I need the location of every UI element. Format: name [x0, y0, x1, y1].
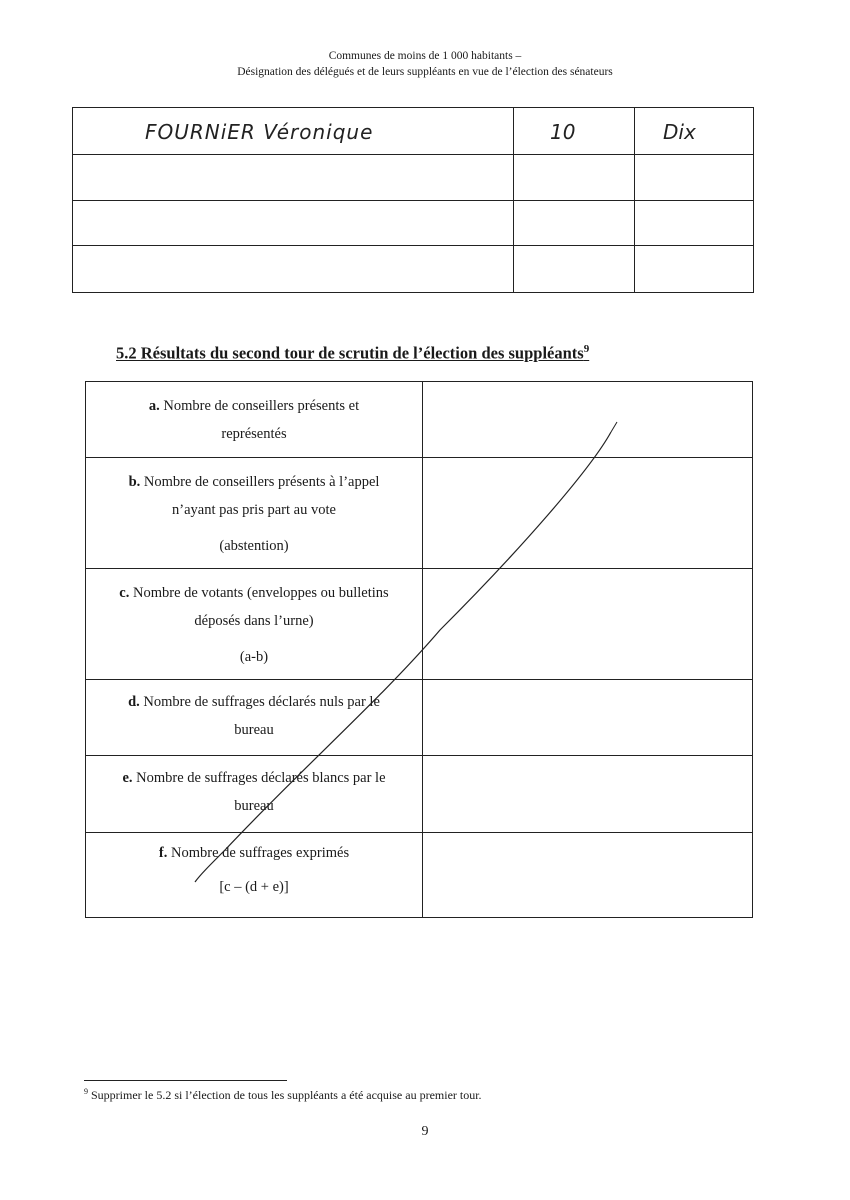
results-row-b [86, 458, 752, 569]
candidate-name-cell[interactable] [73, 108, 514, 154]
results-label [86, 458, 423, 568]
candidate-votes-letters-cell[interactable] [635, 201, 753, 245]
page-header [0, 48, 850, 80]
candidate-votes-letters-cell[interactable] [635, 246, 753, 292]
footnote-separator [84, 1080, 287, 1081]
results-label-line: d. Nombre de suffrages déclarés nuls par le [128, 694, 380, 710]
candidate-votes-letters-cell[interactable] [635, 108, 753, 154]
results-label [86, 569, 423, 679]
results-label-line: bureau [234, 722, 274, 738]
results-label-line: a. Nombre de conseillers présents et [148, 398, 360, 414]
results-label-line: f. Nombre de suffrages exprimés [158, 845, 350, 861]
results-label [86, 680, 423, 755]
candidate-row [73, 246, 753, 292]
results-label [86, 833, 423, 917]
results-label-line: (a-b) [239, 649, 269, 665]
candidate-name-cell[interactable] [73, 155, 514, 200]
results-label [86, 756, 423, 832]
results-label-line: [c – (d + e)] [219, 879, 289, 895]
results-value-cell[interactable] [423, 458, 752, 568]
footnote-reference[interactable]: 9 [583, 343, 590, 355]
candidate-row [73, 201, 753, 246]
section-title [116, 343, 589, 364]
results-value-cell[interactable] [423, 382, 752, 457]
header-line-1: Communes de moins de 1 000 habitants – [328, 50, 522, 62]
candidates-table [72, 107, 754, 293]
results-label-line: déposés dans l’urne) [194, 613, 314, 629]
results-value-cell[interactable] [423, 569, 752, 679]
results-label-line: représentés [221, 426, 287, 442]
results-label-line: (abstention) [219, 538, 289, 554]
results-label-line: e. Nombre de suffrages déclarés blancs par le [122, 770, 386, 786]
candidate-name-cell[interactable] [73, 246, 514, 292]
results-value-cell[interactable] [423, 756, 752, 832]
candidate-votes-figures-cell[interactable] [514, 108, 635, 154]
candidate-name-cell[interactable] [73, 201, 514, 245]
results-label [86, 382, 423, 457]
results-value-cell[interactable] [423, 833, 752, 917]
candidate-votes-letters: Dix [663, 120, 696, 144]
results-label-line: n’ayant pas pris part au vote [172, 502, 336, 518]
page-number: 9 [421, 1124, 429, 1139]
results-row-f [86, 833, 752, 917]
candidate-row [73, 155, 753, 201]
results-value-cell[interactable] [423, 680, 752, 755]
footnote [84, 1087, 482, 1103]
candidate-name: FOURNiER Véronique [145, 120, 374, 144]
candidate-votes-figures: 10 [550, 120, 576, 144]
results-label-line: b. Nombre de conseillers présents à l’appel [128, 474, 380, 490]
footnote-text: Supprimer le 5.2 si l’élection de tous les suppléants a été acquise au premier tour. [91, 1088, 482, 1102]
results-label-line: bureau [234, 798, 274, 814]
results-row-d [86, 680, 752, 756]
candidate-votes-letters-cell[interactable] [635, 155, 753, 200]
section-title-text: 5.2 Résultats du second tour de scrutin de l’élection des suppléants [116, 343, 584, 363]
candidate-votes-figures-cell[interactable] [514, 201, 635, 245]
candidate-votes-figures-cell[interactable] [514, 246, 635, 292]
results-table [85, 381, 753, 918]
candidate-votes-figures-cell[interactable] [514, 155, 635, 200]
header-line-2: Désignation des délégués et de leurs suppléants en vue de l’élection des sénateurs [237, 66, 613, 78]
footnote-number: 9 [84, 1087, 88, 1096]
results-row-a [86, 382, 752, 458]
results-row-c [86, 569, 752, 680]
results-row-e [86, 756, 752, 833]
results-label-line: c. Nombre de votants (enveloppes ou bulletins [119, 585, 389, 601]
candidate-row [73, 108, 753, 155]
